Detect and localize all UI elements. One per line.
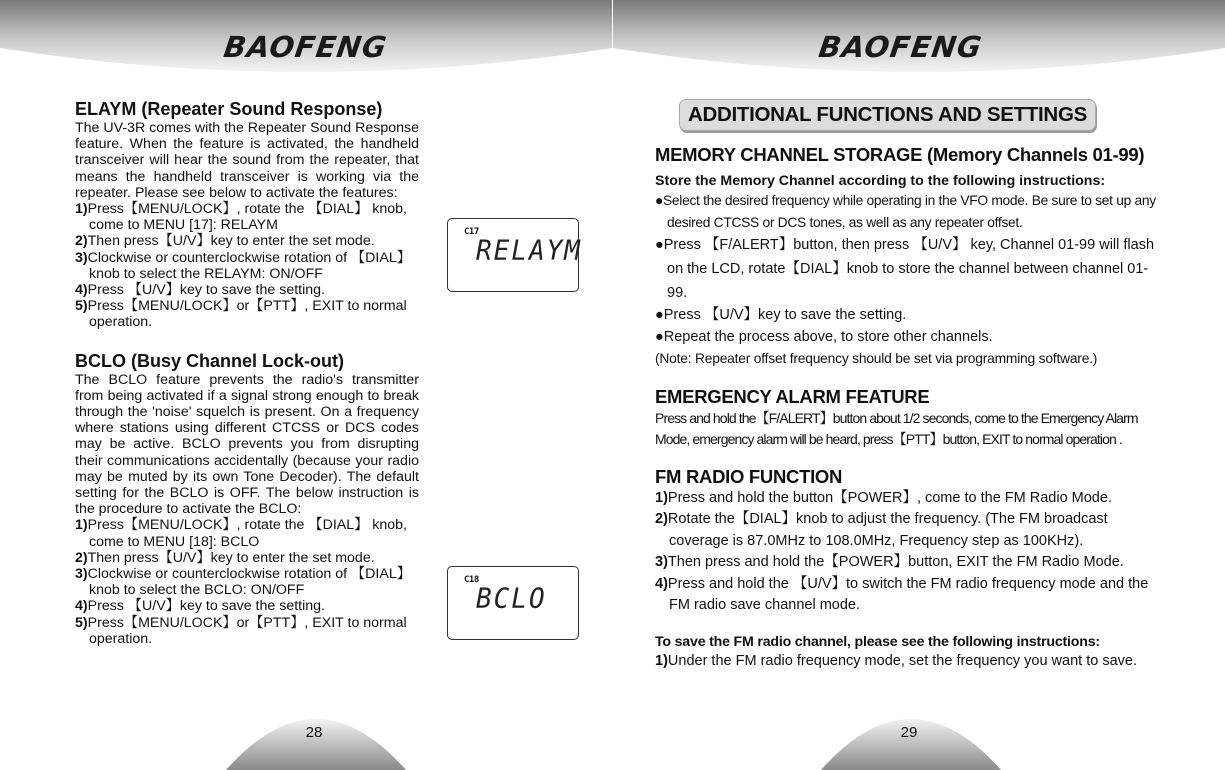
list-item: 2)Rotate the【DIAL】knob to adjust the frequency. (The FM broadcast coverage is 87.0MHz to 108.0MHz, Frequency step as 100KHz). (655, 511, 1108, 549)
bclo-steps (75, 517, 419, 647)
fm-save-steps (655, 651, 1167, 673)
emergency-body: Press and hold the【F/ALERT】button about 1/2 seconds, come to the Emergency Alarm Mode, emergency alarm will be heard, press【PTT】button, EXIT to normal operation . (655, 409, 1138, 447)
section-banner: ADDITIONAL FUNCTIONS AND SETTINGS (679, 99, 1096, 131)
list-item: 1)Press【MENU/LOCK】, rotate the 【DIAL】 knob, come to MENU [17]: RELAYM (75, 201, 407, 234)
list-item: 1)Press【MENU/LOCK】, rotate the 【DIAL】 knob, come to MENU [18]: BCLO (75, 517, 407, 550)
section-title-bclo: BCLO (Busy Channel Lock-out) (75, 350, 344, 371)
brand-logo: BAOFENG (816, 30, 985, 64)
right-column (655, 99, 1167, 672)
lcd-display-relaym (447, 218, 582, 292)
fm-save-title: To save the FM radio channel, please see the following instructions: (655, 633, 1100, 650)
page-28 (0, 0, 612, 770)
page-number: 28 (305, 724, 323, 741)
list-item: 4)Press and hold the 【U/V】to switch the FM radio frequency mode and the FM radio save channel mode. (655, 575, 1149, 613)
list-item: ●Press 【F/ALERT】button, then press 【U/V】 key, Channel 01-99 will flash on the LCD, rotate【DIAL】knob to store the channel between channel 01-99. (655, 237, 1155, 301)
list-item: 4)Press 【U/V】key to save the setting. (75, 282, 325, 299)
list-item: 4)Press 【U/V】key to save the setting. (75, 598, 325, 615)
fm-steps (655, 488, 1167, 617)
list-item: ●Select the desired frequency while operating in the VFO mode. Be sure to set up any desired CTCSS or DCS tones, as well as any repeater offset. (655, 193, 1156, 230)
lcd-text: BCLO (476, 583, 547, 615)
memory-title: MEMORY CHANNEL STORAGE (Memory Channels 01-99) (655, 144, 1145, 165)
list-item: ●Repeat the process above, to store other channels. (655, 328, 993, 345)
brand-logo: BAOFENG (221, 30, 390, 64)
list-item: 5)Press【MENU/LOCK】or【PTT】, EXIT to normal operation. (75, 614, 407, 647)
page-29 (613, 0, 1225, 770)
lcd-display-bclo (447, 566, 579, 640)
section-title-elaym: ELAYM (Repeater Sound Response) (75, 99, 383, 119)
lcd-channel: C18 (464, 575, 479, 585)
list-item: 3)Then press and hold the【POWER】button, EXIT the FM Radio Mode. (655, 554, 1124, 570)
list-item: 3)Clockwise or counterclockwise rotation of 【DIAL】knob to select the RELAYM: ON/OFF (75, 249, 411, 282)
list-item: 1)Press and hold the button【POWER】, come to the FM Radio Mode. (655, 489, 1112, 506)
list-item: 2)Then press【U/V】key to enter the set mode. (75, 549, 375, 566)
fm-title: FM RADIO FUNCTION (655, 465, 843, 487)
emergency-title: EMERGENCY ALARM FEATURE (655, 385, 930, 407)
bclo-intro: The BCLO feature prevents the radio's transmitter from being activated if a signal strong enough to break through the 'noise' squelch is present. On a frequency where stations using different CTCSS or DCS codes may be active. BCLO prevents you from disrupting their communications accidentally (because your radio may be muted by its own Tone Decoder). The default setting for the BCLO is OFF. The below instruction is the procedure to activate the BCLO: (75, 371, 419, 518)
elaym-steps (75, 201, 419, 331)
list-item: ●Press 【U/V】key to save the setting. (655, 307, 907, 323)
lcd-channel: C17 (464, 227, 479, 237)
elaym-intro: The UV-3R comes with the Repeater Sound Response feature. When the feature is activated, the handheld transceiver will hear the sound from the repeater, that means the handheld transceiver is working via the repeater. Please see below to activate the features: (75, 120, 419, 201)
page-number: 29 (900, 724, 918, 741)
list-item: 2)Then press【U/V】key to enter the set mode. (75, 233, 375, 250)
memory-note: (Note: Repeater offset frequency should be set via programming software.) (655, 351, 1098, 366)
list-item: 5)Press【MENU/LOCK】or【PTT】, EXIT to normal operation. (75, 298, 407, 331)
memory-subtitle: Store the Memory Channel according to the following instructions: (655, 173, 1106, 189)
left-column (75, 99, 419, 647)
list-item: 1)Under the FM radio frequency mode, set the frequency you want to save. (655, 652, 1137, 669)
list-item: 3)Clockwise or counterclockwise rotation of 【DIAL】knob to select the BCLO: ON/OFF (75, 566, 411, 599)
lcd-text: RELAYM (476, 235, 582, 267)
